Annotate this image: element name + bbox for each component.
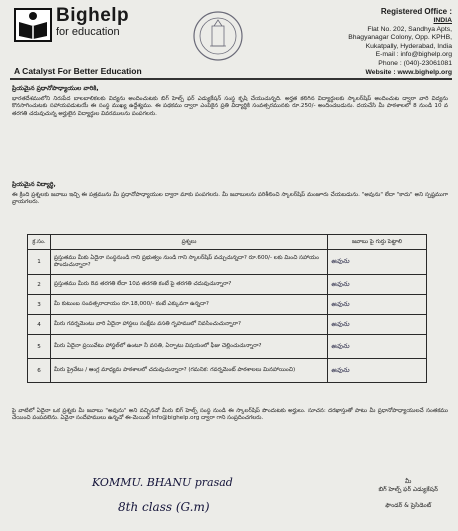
answer-field[interactable]: అవును xyxy=(328,335,427,359)
question-number: 2 xyxy=(28,275,51,295)
column-header-question: ప్రశ్నలు xyxy=(51,235,328,250)
instructions-paragraph: ఈ క్రింది ప్రశ్నలకు జవాబు ఇచ్చి ఈ పత్రమును మీ ప్రధానోపాధ్యాయుల ద్వారా మాకు పంపగలరు. మీ జవాబులను పరిశీలించి స్కాలర్‌షిప్ మంజూరు చేయబడును. "అవును" లేదా "కాదు" అని స్పష్టముగా వ్రాయగలరు. xyxy=(12,192,448,206)
closing-paragraph: పై వాటిలో ఏదైనా ఒక ప్రశ్నకు మీ జవాబు "అవును" అని వచ్చినచో మీరు బిగ్ హెల్ప్ సంస్థ నుండి ఈ స్కాలర్‌షిప్ పొందుటకు అర్హులు. సూచన: దరఖాస్తుతో పాటు మీ ప్రధానోపాధ్యాయులచే సంతకము చేయించి పంపవలెను. ఏవైనా సందేహములు ఉన్నచో ఈ-మెయిల్ info@bighelp.org ద్వారా గాని సంప్రదించగలరు. xyxy=(12,408,448,422)
tagline: A Catalyst For Better Education xyxy=(14,66,142,76)
answer-field[interactable]: అవును xyxy=(328,275,427,295)
header-divider xyxy=(10,78,452,80)
table-header-row xyxy=(28,235,427,250)
answer-field[interactable]: అవును xyxy=(328,250,427,275)
column-header-number: క్ర.సం. xyxy=(28,235,51,250)
salutation-headmaster: ప్రియమైన ప్రధానోపాధ్యాయుల వారికి, xyxy=(12,85,99,92)
table-row xyxy=(28,315,427,335)
table-row xyxy=(28,295,427,315)
bighelp-logo-icon xyxy=(14,8,52,42)
question-number: 6 xyxy=(28,359,51,383)
answer-field[interactable]: అవును xyxy=(328,295,427,315)
table-row xyxy=(28,359,427,383)
official-seal-icon xyxy=(192,10,244,62)
question-text: మీ కుటుంబ సంవత్సరాదాయం రూ.18,000/- కంటే ఎక్కువగా ఉన్నదా? xyxy=(51,295,328,315)
intro-paragraph: భారతదేశములోని నిరుపేద బాలబాలికలకు విద్యను అందించుటకు బిగ్ హెల్ప్ ఫర్ ఎడ్యుకేషన్ సంస్థ కృషి చేయుచున్నది. అర్హత కలిగిన విద్యార్థులకు స్కాలర్‌షిప్ అందించుట ద్వారా వారి విద్యను కొనసాగించుటకు సహాయపడుటయే ఈ సంస్థ ముఖ్య ఉద్దేశ్యము. ఈ పథకము ద్వారా ఎంపికైన ప్రతి విద్యార్థికి సంవత్సరమునకు రూ.250/- అందించబడును. దయచేసి మీ పాఠశాలలో 8 నుండి 10 వ తరగతి చదువుచున్న అర్హులైన విద్యార్థుల వివరములను పంపగలరు. xyxy=(12,96,448,117)
signature-yours: మీ xyxy=(405,478,412,485)
brand-subtitle: for education xyxy=(56,26,120,38)
question-number: 5 xyxy=(28,335,51,359)
question-text: మీరు ఏదైనా ప్రయివేటు హాస్టల్‌లో ఉంటూ నీ వసతి, ఏర్పాటు విషయంలో ఫీజు చెల్లించుచున్నారా? xyxy=(51,335,328,359)
answer-field[interactable]: అవును xyxy=(328,359,427,383)
question-text: ప్రస్తుతము మీరు 8వ తరగతి లేదా 10వ తరగతి కంటే పై తరగతి చదువుచున్నారా? xyxy=(51,275,328,295)
question-number: 4 xyxy=(28,315,51,335)
question-text: మీరు ప్రైవేటు / ఆంగ్ల మాధ్యమ పాఠశాలలో చదువుచున్నారా? (గమనిక: గవర్నమెంట్ పాఠశాలలు మినహాయించి) xyxy=(51,359,328,383)
table-row xyxy=(28,275,427,295)
address-line: Flat No. 202, Sandhya Apts, xyxy=(367,25,452,33)
signature-block xyxy=(378,478,438,510)
eligibility-questionnaire-table xyxy=(27,234,427,383)
address-website: Website : www.bighelp.org xyxy=(365,68,452,76)
handwritten-student-name: KOMMU. BHANU prasad xyxy=(92,476,233,489)
address-phone: Phone : (040)-23061081 xyxy=(378,59,452,67)
table-row xyxy=(28,250,427,275)
table-row xyxy=(28,335,427,359)
column-header-answer: జవాబు పై గుర్తు పెట్టాలి xyxy=(328,235,427,250)
brand-block xyxy=(56,6,129,39)
address-country: INDIA xyxy=(433,17,452,24)
brand-name: Bighelp xyxy=(56,5,130,26)
address-line: Bhagyanagar Colony, Opp. KPHB, xyxy=(348,34,452,42)
address-email: E-mail : info@bighelp.org xyxy=(375,51,452,59)
question-number: 1 xyxy=(28,250,51,275)
signature-organization: బిగ్ హెల్ప్ ఫర్ ఎడ్యుకేషన్ xyxy=(378,486,438,493)
question-number: 3 xyxy=(28,295,51,315)
address-line: Kukatpally, Hyderabad, India xyxy=(365,42,452,50)
salutation-student: ప్రియమైన విద్యార్థి, xyxy=(12,181,56,188)
signature-title: ఫౌండర్ & ప్రెసిడెంట్ xyxy=(385,502,432,509)
question-text: మీరు గవర్నమెంటు వారి ఏదైనా హాస్టలు సంక్షేమ వసతి గృహములో నివసించుచున్నారా? xyxy=(51,315,328,335)
handwritten-student-class: 8th class (G.m) xyxy=(118,500,210,514)
answer-field[interactable]: అవును xyxy=(328,315,427,335)
question-text: ప్రస్తుతము మీకు ఏదైనా సంస్థనుండి గాని ప్రభుత్వం నుండి గాని స్కాలర్‌షిప్ వచ్చుచున్నదా? రూ.600/- లకు మించి సహాయం పొందుచున్నారా? xyxy=(51,250,328,275)
registered-office-address xyxy=(292,6,452,77)
registered-office-label: Registered Office : xyxy=(380,7,452,16)
